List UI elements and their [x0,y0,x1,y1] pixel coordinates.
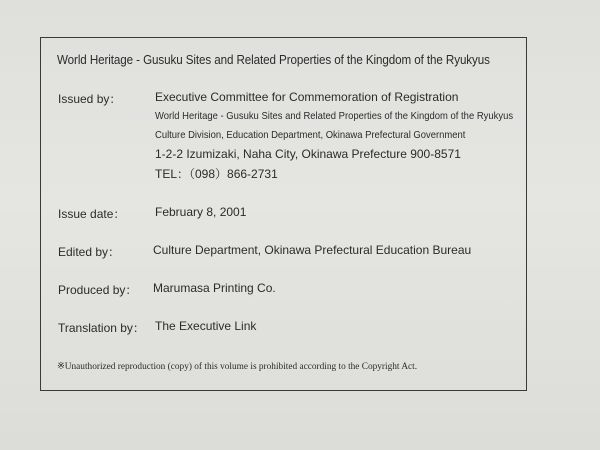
edited-by-label: Edited by： [58,245,121,259]
translation-by-value: The Executive Link [155,319,257,333]
issued-by-line-2: World Heritage - Gusuku Sites and Related Properties of the Kingdom of the Ryukyus [155,110,514,122]
issued-by-line-3: Culture Division, Education Department, Okinawa Prefectural Government [155,129,466,141]
issued-by-address: 1-2-2 Izumizaki, Naha City, Okinawa Prefecture 900-8571 [155,147,461,161]
edited-by-value: Culture Department, Okinawa Prefectural Education Bureau [153,243,472,257]
document-title: World Heritage - Gusuku Sites and Related Properties of the Kingdom of the Ryukyus [57,53,490,67]
issued-by-phone: TEL：（098）866-2731 [155,167,278,181]
issued-by-label: Issued by： [58,92,122,106]
issued-by-line-1: Executive Committee for Commemoration of Registration [155,90,459,104]
translation-by-label: Translation by： [58,321,145,335]
issue-date-label: Issue date： [58,207,126,221]
produced-by-value: Marumasa Printing Co. [153,281,276,295]
issue-date-value: February 8, 2001 [155,205,247,219]
copyright-note: ※Unauthorized reproduction (copy) of this volume is prohibited according to the Copyright Act. [57,361,418,372]
produced-by-label: Produced by： [58,283,138,297]
